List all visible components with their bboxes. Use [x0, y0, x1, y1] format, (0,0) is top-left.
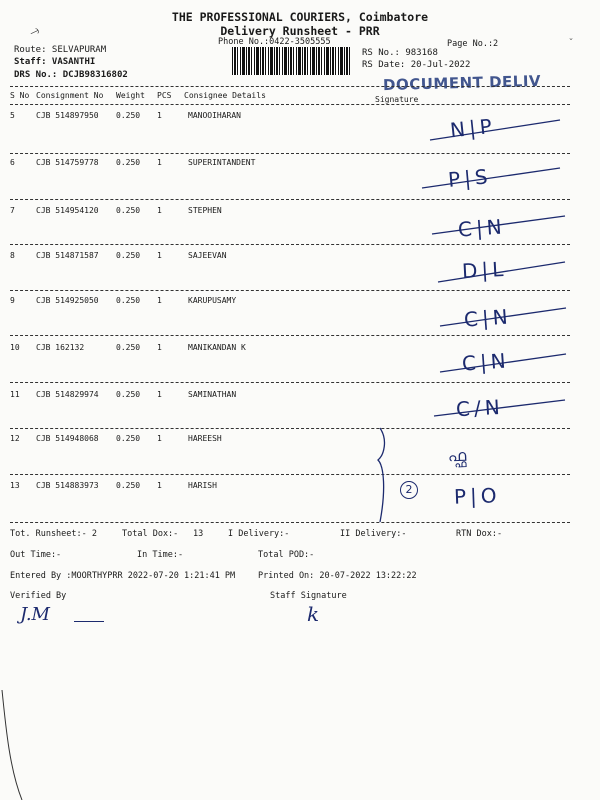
- barcode: [232, 47, 350, 75]
- ii-delivery: II Delivery:-: [340, 529, 407, 539]
- rtn-dox: RTN Dox:-: [456, 529, 503, 539]
- row-pcs: 1: [157, 343, 162, 352]
- sheet-title: Delivery Runsheet - PRR: [220, 24, 380, 38]
- entered-by: Entered By :MOORTHYPRR 2022-07-20 1:21:41 PM: [10, 571, 236, 581]
- row-weight: 0.250: [116, 434, 141, 443]
- total-dox-label: Total Dox:-: [122, 529, 179, 539]
- row-consignee: SUPERINTANDENT: [188, 158, 256, 167]
- row-weight: 0.250: [116, 296, 141, 305]
- verifier-signature: J.M: [20, 604, 50, 625]
- total-runsheet: Tot. Runsheet:- 2: [10, 529, 97, 539]
- row-consignment: CJB 514871587: [36, 251, 99, 260]
- row-weight: 0.250: [116, 111, 141, 120]
- circled-number: 2: [400, 481, 418, 499]
- handwritten-mark: C|N: [461, 348, 511, 376]
- row-pcs: 1: [157, 158, 162, 167]
- col-consignee: Consignee Details: [184, 91, 266, 100]
- row-consignee: HAREESH: [188, 434, 222, 443]
- page-number: Page No.:2: [447, 39, 499, 49]
- row-consignee: KARUPUSAMY: [188, 296, 237, 305]
- col-sno: S No: [10, 91, 30, 100]
- document-delivery-stamp: DOCUMENT DELIV: [382, 71, 542, 95]
- staff-signature: k: [307, 602, 320, 626]
- col-signature: Signature: [375, 95, 419, 104]
- handwritten-mark: C/N: [455, 394, 505, 422]
- verified-by: Verified By: [10, 591, 67, 601]
- staff: Staff: VASANTHI: [14, 57, 96, 67]
- rs-date: RS Date: 20-Jul-2022: [362, 60, 471, 70]
- row-weight: 0.250: [116, 206, 141, 215]
- row-consignment: CJB 514948068: [36, 434, 99, 443]
- route: Route: SELVAPURAM: [14, 45, 107, 55]
- row-consignee: SAJEEVAN: [188, 251, 227, 260]
- total-dox-value: 13: [193, 529, 204, 539]
- row-weight: 0.250: [116, 481, 141, 490]
- phone-number: Phone No.:0422-3505555: [218, 37, 331, 47]
- col-weight: Weight: [116, 91, 145, 100]
- row-consignee: MANIKANDAN K: [188, 343, 246, 352]
- col-consignment: Consignment No: [36, 91, 104, 100]
- row-consignee: STEPHEN: [188, 206, 222, 215]
- row-weight: 0.250: [116, 158, 141, 167]
- drs-number: DRS No.: DCJB98316802: [14, 70, 128, 80]
- handwritten-mark: D|L: [461, 256, 508, 284]
- row-pcs: 1: [157, 111, 162, 120]
- col-pcs: PCS: [157, 91, 172, 100]
- row-sno: 12: [10, 434, 20, 443]
- corner-mark-icon: ˇ: [568, 38, 575, 49]
- verifier-signature-tail: [74, 621, 104, 622]
- row-consignment: CJB 514897950: [36, 111, 99, 120]
- scan-edge-mark: [0, 690, 30, 800]
- row-sno: 10: [10, 343, 20, 352]
- row-sno: 9: [10, 296, 15, 305]
- row-weight: 0.250: [116, 390, 141, 399]
- row-pcs: 1: [157, 390, 162, 399]
- row-sno: 8: [10, 251, 15, 260]
- handwritten-mark: N|P: [448, 113, 497, 143]
- row-weight: 0.250: [116, 343, 141, 352]
- row-consignment: CJB 514759778: [36, 158, 99, 167]
- row-consignee: MANOOIHARAN: [188, 111, 241, 120]
- table-header-rule: [10, 104, 570, 105]
- row-weight: 0.250: [116, 251, 141, 260]
- row-sno: 7: [10, 206, 15, 215]
- row-consignment: CJB 514954120: [36, 206, 99, 215]
- row-consignment: CJB 514925050: [36, 296, 99, 305]
- rs-number: RS No.: 983168: [362, 48, 438, 58]
- out-time: Out Time:-: [10, 550, 62, 560]
- i-delivery: I Delivery:-: [228, 529, 290, 539]
- handwritten-mark: P|O: [453, 483, 501, 509]
- row-pcs: 1: [157, 296, 162, 305]
- handwritten-mark: C|N: [463, 304, 513, 332]
- printed-on: Printed On: 20-07-2022 13:22:22: [258, 571, 417, 581]
- handwritten-mark: P|S: [447, 164, 493, 192]
- row-consignment: CJB 514883973: [36, 481, 99, 490]
- row-consignment: CJB 514829974: [36, 390, 99, 399]
- staff-signature-label: Staff Signature: [270, 591, 347, 601]
- fold-mark-icon: ⸕: [27, 22, 43, 42]
- row-consignee: HARISH: [188, 481, 217, 490]
- handwritten-mark: C|N: [457, 214, 507, 242]
- row-sno: 6: [10, 158, 15, 167]
- in-time: In Time:-: [137, 550, 184, 560]
- handwritten-mark: ഫ്ഫ: [447, 445, 471, 466]
- total-pod: Total POD:-: [258, 550, 315, 560]
- row-sno: 5: [10, 111, 15, 120]
- row-sno: 13: [10, 481, 20, 490]
- row-consignment: CJB 162132: [36, 343, 85, 352]
- row-pcs: 1: [157, 251, 162, 260]
- row-consignee: SAMINATHAN: [188, 390, 237, 399]
- row-sno: 11: [10, 390, 20, 399]
- signature-strokes: [360, 110, 590, 530]
- company-title: THE PROFESSIONAL COURIERS, Coimbatore: [171, 10, 429, 24]
- row-pcs: 1: [157, 434, 162, 443]
- row-pcs: 1: [157, 481, 162, 490]
- row-pcs: 1: [157, 206, 162, 215]
- table-top-rule: [10, 86, 570, 87]
